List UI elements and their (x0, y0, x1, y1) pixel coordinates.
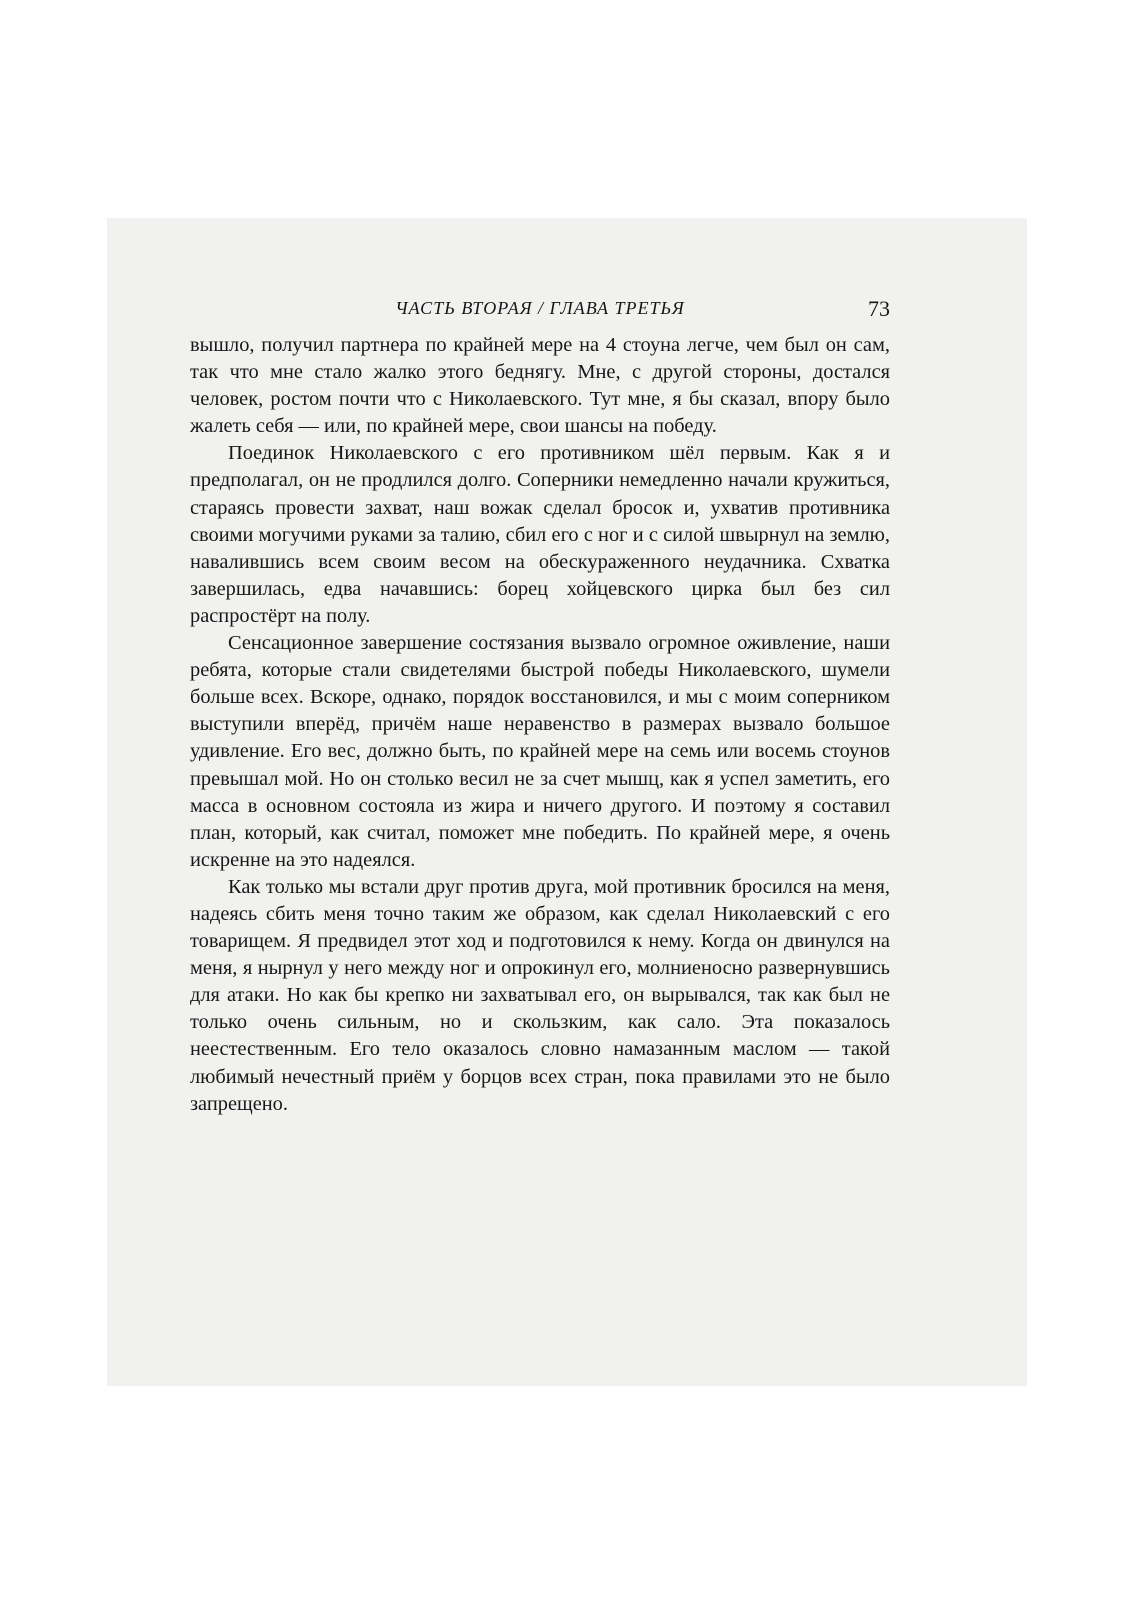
page-number: 73 (868, 296, 890, 321)
paragraph-continuation: вышло, получил партнера по крайней мере на 4 стоуна легче, чем был он сам, так что мне стало жалко этого беднягу. Мне, с другой стороны, достался человек, ростом почти что с Николаевского. Тут мне, я бы сказал, впору было жалеть себя — или, по крайней мере, свои шансы на победу. (190, 334, 890, 438)
paragraph: Как только мы встали друг против друга, мой противник бросился на меня, надеясь сбить меня точно таким же образом, как сделал Николаевский с его товарищем. Я предвидел этот ход и подготовился к нему. Когда он двинулся на меня, я нырнул у него между ног и опрокинул его, молниеносно развернувшись для атаки. Но как бы крепко ни захватывал его, он вырывался, так как был не только очень сильным, но и скользким, как сало. Эта показалось неестественным. Его тело оказалось словно намазанным маслом — такой любимый нечестный приём у борцов всех стран, пока правилами это не было запрещено. (190, 875, 890, 1115)
paragraph: Сенсационное завершение состязания вызвало огромное оживление, наши ребята, которые стали свидетелями быстрой победы Николаевского, шумели больше всех. Вскоре, однако, порядок восстановился, и мы с моим соперником выступили вперёд, причём наше неравенство в размерах вызвало большое удивление. Его вес, должно быть, по крайней мере на семь или восемь стоунов превышал мой. Но он столько весил не за счет мышц, как я успел заметить, его масса в основном состояла из жира и ничего другого. И поэтому я составил план, который, как считал, поможет мне победить. По крайней мере, я очень искренне на это надеялся. (190, 632, 890, 871)
running-header (190, 296, 890, 326)
body-text (190, 332, 890, 1118)
paragraph: Поединок Николаевского с его противником шёл первым. Как я и предполагал, он не продлился долго. Соперники немедленно начали кружиться, стараясь провести захват, наш вожак сделал бросок и, ухватив противника своими могучими руками за талию, сбил его с ног и с силой швырнул на землю, навалившись всем своим весом на обескураженного неудачника. Схватка завершилась, едва начавшись: борец хойцевского цирка был без сил распростёрт на полу. (190, 442, 890, 627)
running-title: ЧАСТЬ ВТОРАЯ / ГЛАВА ТРЕТЬЯ (395, 298, 685, 318)
